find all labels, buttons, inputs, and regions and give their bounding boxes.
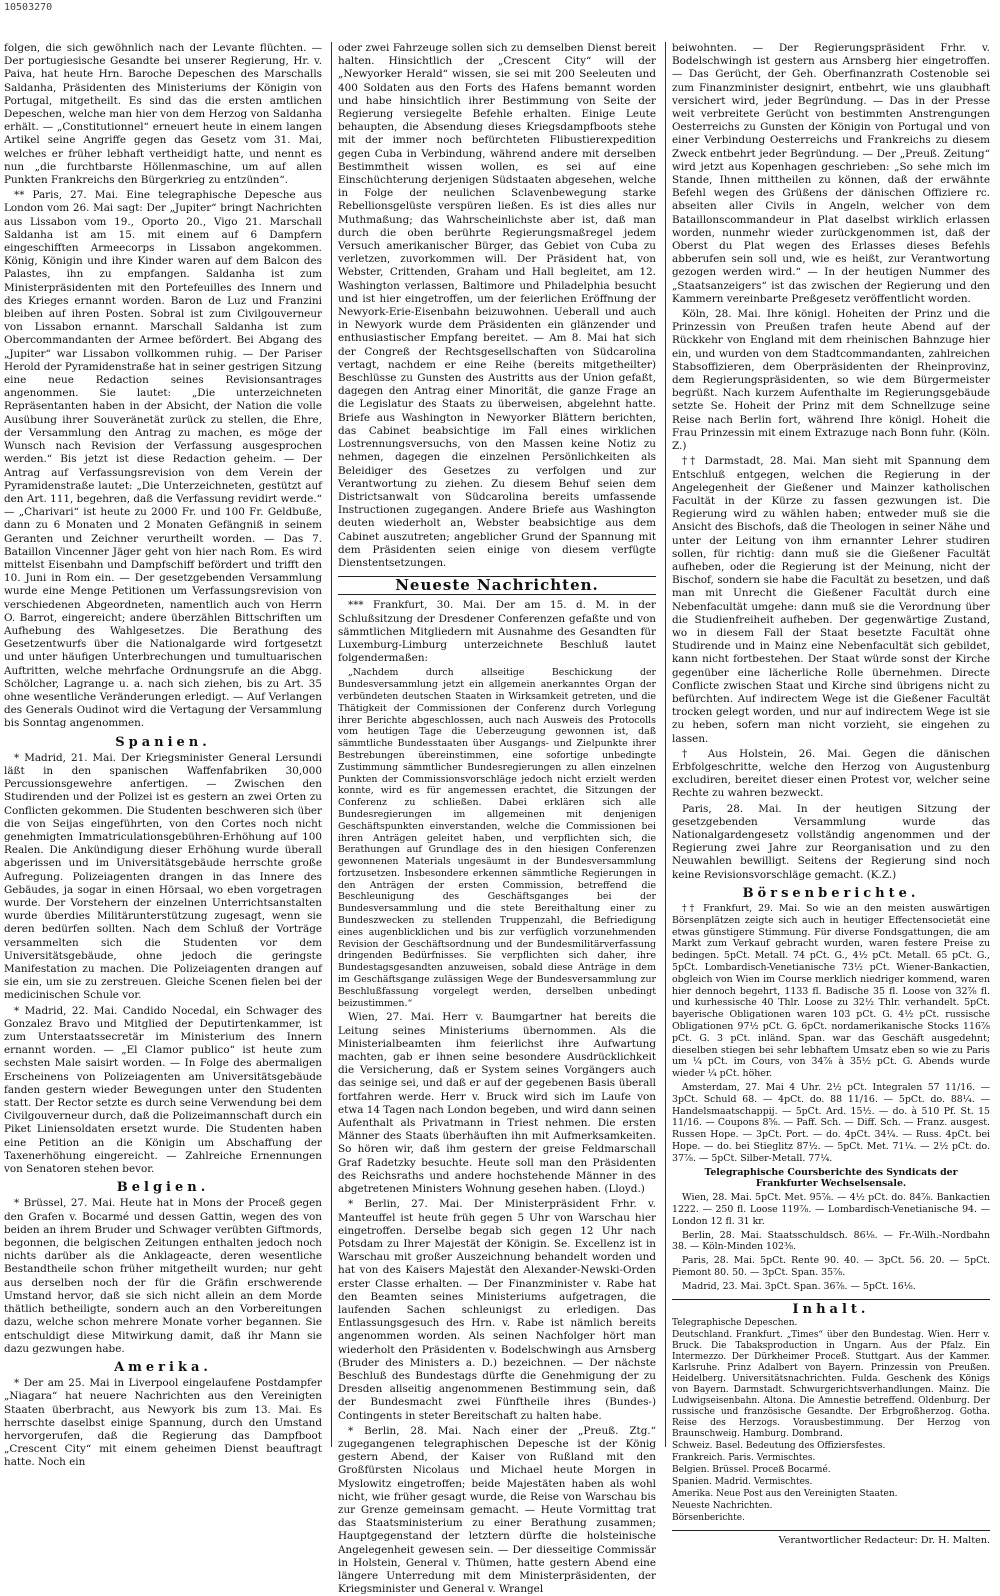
table-of-contents [672,1318,990,1524]
contents-entry: Amerika. Neue Post aus den Vereinigten Staaten. [672,1488,898,1499]
section-heading-belgium: Belgien. [116,1180,210,1196]
quoted-resolution: „Nachdem durch allseitige Beschickung der Bundesversammlung jetzt ein allgemein anerkanntes Organ der verbündeten deutschen Staaten in Wirksamkeit getreten, und die Thätigkeit der Commissionen der Conferenz durch Vorlegung ihrer Berichte abgeschlossen, auch nach Ausweis des Protocolls vom heutigen Tage die Ueberzeugung gewonnen ist, daß sämmtliche Bundesstaaten über Ausgangs- und Zielpunkte ihrer Bestrebungen übereinstimmen, eine sofortige unbedingte Zustimmung sämmtlicher Bundesregierungen zu allen einzelnen Punkten der Commissionsvorschläge jedoch nicht erzielt werden konnte, wird es für angemessen erachtet, die Sitzungen der Conferenz zu schließen. Dabei erklären sich alle Bundesregierungen im allgemeinen mit denjenigen Geschäftspunkten einverstanden, welche die Commissionen bei ihren Anträgen geleitet haben, und verpflichten sich, die Berathungen auf Grundlage des in den hiesigen Conferenzen gewonnenen Materials ungesäumt in der Bundesversammlung fortzusetzen. Insbesondere erkennen sämmtliche Regierungen in den Anträgen der ersten Commission, betreffend die Beschleunigung des Geschäftsganges bei der Bundesversammlung und die stete Bereithaltung einer zu Bundeszwecken zu stellenden Truppenzahl, die Befriedigung eines augenblicklichen und bis zur verfüglich vorzunehmenden Revision der Geschäftsordnung und der Bundesmilitärverfassung dringenden Bedürfnisses. Sie verpflichten sich daher, ihre Bundestagsgesandten anzuweisen, sobald diese Anträge in dem im Geschäftsgange zulässigen Wege der Bundesversammlung zur Beschlußfassung vorgelegt werden, derselben unbedingt beizustimmen.“ [338,667,656,1009]
article-paragraph: †† Darmstadt, 28. Mai. Man sieht mit Spannung dem Entschluß entgegen, welchen die Regierung in der Angelegenheit der Gießener und Mainzer katholischen Facultät in der Kürze zu fassen gezwungen ist. Die Regierung wird zu wählen haben; entweder muß sie die Ansicht des Bischofs, daß die Theologen in seiner Nähe und unter der Leitung von ihm ernannter Lehrer studiren sollen, für richtig: dann muß sie die Gießener Facultät aufheben, oder die Regierung ist der Meinung, nicht der Bischof, sondern sie habe die Facultät zu besetzen, und daß man mit Unrecht die Gießener Facultät durch eine Nebenfacultät umgehe: dann muß sie die Verordnung über die Studienfreiheit aufheben. Der gegenwärtige Zustand, wo in diesem Fall der Staat besetzte Facultät ohne Studirende und in Mainz eine Nebenfacultät sich gebildet, kann nicht fortbestehen. Der Staat würde sonst der Kirche gegenüber eine lächerliche Rolle übernehmen. Directe Conflicte zwischen Staat und Kirche sind übrigens nicht zu befürchten. Auf indirectem Wege ist die Gießener Facultät trocken gelegt worden, und nur auf indirectem Wege ist sie zu heben, sofern man nicht vorzieht, sie eingehen zu lassen. [672,455,990,745]
bourse-quote: Paris, 28. Mai. 5pCt. Rente 90. 40. — 3pCt. 56. 20. — 5pCt. Piemont 80. 50. — 3pCt. Span. 35⅞. [672,1255,990,1278]
article-paragraph: † Aus Holstein, 26. Mai. Gegen die dänischen Erbfolgeschritte, welche den Herzog von Augustenburg excludiren, bereitet dieser einen Protest vor, welcher seine Rechte zu wahren bezweckt. [672,747,990,800]
contents-heading: Inhalt. [672,1299,990,1316]
editor-credit: Verantwortlicher Redacteur: Dr. H. Malten. [672,1530,990,1547]
contents-entry: Neueste Nachrichten. [672,1500,773,1511]
bourse-report: Amsterdam, 27. Mai 4 Uhr. 2½ pCt. Integralen 57 11/16. — 3pCt. Schuld 68. — 4pCt. do. 88 11/16. — 5pCt. do. 88¼. — Handelsmaatschappij. — 5pCt. Ard. 15½. — do. à 510 Pf. St. 15 11/16. — Coupons 8⅝. — Paff. Sch. — Diff. Sch. — Franz. ausgest. Russen Hope. — 3pCt. Port. — do. 4pCt. 34¼. — Russ. 4pCt. bei Hope. — do. bei Stieglitz 87½. — 5pCt. Met. 71¼. — 2½ pCt. do. 37⅞. — 5pCt. Silber-Metall. 77¼. [672,1081,990,1164]
article-paragraph: * Berlin, 27. Mai. Der Ministerpräsident Frhr. v. Manteuffel ist heute früh gegen 5 Uhr von Warschau hier eingetroffen. Derselbe begab sich gegen 12 Uhr nach Potsdam zu Ihrer Majestät der Königin. Se. Excellenz ist in Warschau mit großer Auszeichnung behandelt worden und hat von des Kaisers Majestät den Alexander-Newski-Orden erster Classe erhalten. — Der Finanzminister v. Rabe hat den Beamten seines Ministeriums aufgetragen, die laufenden Sachen schleunigst zu erledigen. Das Entlassungsgesuch des Hrn. v. Rabe ist nämlich bereits angenommen worden. Als seinen Nachfolger hört man wiederholt den Präsidenten v. Bodelschwingh aus Arnsberg (Bruder des Ministers a. D.) bezeichnen. — Der nächste Beschluß des Bundestags dürfte die Genehmigung der zu Dresden allseitig angenommenen Bestimmung sein, daß der Bundesmacht zwei Fünftheile ihres (Bundes-) Contingents in steter Bereitschaft zu halten habe. [338,1198,656,1422]
contents-entry: Telegraphische Depeschen. [672,1317,798,1328]
section-heading-bourse: Börsenberichte. [742,885,920,901]
article-paragraph: * Brüssel, 27. Mai. Heute hat in Mons der Proceß gegen den Grafen v. Bocarmé und dessen Gattin, wegen des von beiden an ihrem Bruder und Schwager verübten Giftmords, begonnen, die belgischen Zeitungen enthalten jedoch noch nichts darüber als die Anklageacte, deren wesentliche Bestandtheile schon früher mitgetheilt wurden; nur geht aus derselben noch der für die Gräfin erschwerende Umstand hervor, daß sie sich nicht allein an dem Morde thätlich betheiligte, sondern auch an den Vorbereitungen dazu, welche schon mehrere Monate vorher begannen. Sie entschuldigt diese Mitwirkung damit, daß ihr Mann sie dazu gezwungen habe. [4,1197,322,1355]
contents-entry: Spanien. Madrid. Vermischtes. [672,1476,813,1487]
column-divider [665,42,666,1447]
article-paragraph: * Madrid, 22. Mai. Candido Nocedal, ein Schwager des Gonzalez Bravo und Mitglied der Deputirtenkammer, ist zum Unterstaatssecretär im Ministerium des Innern ernannt worden. — „El Clamor publico“ ist heute zum sechsten Male saisirt worden. — In Folge des abermaligen Erscheinens von Polizeiagenten am Universitätsgebäude fanden gestern wieder Bewegungen unter den Studenten statt. Der Rector setzte es durch seine Verwendung bei dem Civilgouverneur durch, daß die Polizeimannschaft durch ein Piket Liniensoldaten ersetzt wurde. Die Studenten haben eine Petition an die Königin um Abschaffung der Taxenerhöhung eingereicht. — Zahlreiche Ernennungen von Senatoren stehen bevor. [4,1004,322,1176]
section-heading-spain: Spanien. [115,734,211,750]
contents-entry: Frankreich. Paris. Vermischtes. [672,1452,816,1463]
article-paragraph: beiwohnten. — Der Regierungspräsident Frhr. v. Bodelschwingh ist gestern aus Arnsberg hier eingetroffen. — Das Gerücht, der Geh. Oberfinanzrath Costenoble sei zum Finanzminister designirt, entbehrt, wie uns glaubhaft versichert wird, jeder Begründung. — Das in der Presse weit verbreitete Gerücht von bestimmten Anstrengungen Oesterreichs zu Gunsten der Königin von Portugal und von einer Verbindung Oesterreichs und Frankreichs zu diesem Zweck entbehrt jeder Begründung. — Der „Preuß. Zeitung“ wird jetzt aus Kopenhagen geschrieben: „So sehe mich im Stande, Ihnen mittheilen zu können, daß der erwähnte Befehl wegen des Grüßens der dänischen Offiziere rc. abseiten aller Civils in Angeln, welcher von dem Bataillonscommandeur in Plat daselbst wirklich erlassen worden, nunmehr wieder zurückgenommen ist, daß der Oberst du Plat wegen des Erlasses dieses Befehls abberufen sein soll und, wie es heißt, zur Verantwortung gezogen werden wird.“ — In der heutigen Nummer des „Staatsanzeigers“ ist das zwischen der Regierung und den Kammern vereinbarte Preßgesetz veröffentlicht worden. [672,42,990,305]
contents-entry: Schweiz. Basel. Bedeutung des Offiziersfestes. [672,1440,886,1451]
telegraph-quotes-heading: Telegraphische Coursberichte des Syndicats der Frankfurter Wechselsensale. [704,1166,958,1190]
bourse-quote: Berlin, 28. Mai. Staatsschuldsch. 86⅛. — Fr.-Wilh.-Nordbahn 38. — Köln-Minden 102⅜. [672,1229,990,1253]
bourse-report: †† Frankfurt, 29. Mai. So wie an den meisten auswärtigen Börsenplätzen zeigte sich auch in heutiger Effectensocietät eine etwas günstigere Stimmung. Für diverse Fondsgattungen, die am Markt zum Verkauf gebracht wurden, waren festere Preise zu bedingen. 5pCt. Metall. 74 pCt. G., 4½ pCt. Metall. 65 pCt. G., 5pCt. Lombardisch-Venetianische 73½ pCt. Wiener-Bankactien, obgleich von Wien im Course merklich niedriger kommend, waren hier dennoch begehrt, 1133 fl. Badische 35 fl. Loose von 32⅞ fl. und kurhessische 40 Thlr. Loose zu 32½ Thlr. verhandelt. 5pCt. bayerische Obligationen waren 103 pCt. G. 4½ pCt. russische Obligationen 97½ pCt. G. 6pCt. nordamerikanische Stocks 116⅞ pCt. G. 3 pCt. inländ. Span. war das Geschäft ausgedehnt; dieselben stiegen bei sehr lebhaftem Umsatz eben so wie zu Paris um ¼ pCt. im Cours, von 34⅞ à 35½ pCt. G. Abends wurde wieder ¼ pCt. höher. [672,903,990,1080]
article-paragraph: * Madrid, 21. Mai. Der Kriegsminister General Lersundi läßt in den spanischen Waffenfabriken 30,000 Percussionsgewehre anfertigen. — Zwischen den Studirenden und der Polizei ist es gestern an zwei Orten zu Conflicten gekommen. Die Studenten beschweren sich über die von Seijas eingeführten, von den Cortes noch nicht genehmigten Immatriculationsgebühren-Erhöhung auf 100 Realen. Die Ankündigung dieser Erhöhung wurde überall abgerissen und im Universitätsgebäude herrschte große Aufregung. Polizeiagenten drangen in das Innere des Gebäudes, ja sogar in einen Hörsaal, wo eben vorgetragen wurde. Der Vorstehern der einzelnen Unterrichtsanstalten wurde überdies Militärunterstützung zugesagt, wenn sie deren bedürfen sollten. Nach dem Schluß der Vorträge versammelten sich die Studenten vor dem Universitätsgebäude, ohne jedoch die geringste Manifestation zu machen. Die Polizeiagenten drangen auf sie ein, um sie zu zerstreuen. Gleiche Scenen fielen bei der medicinischen Schule vor. [4,751,322,1002]
column-right [672,42,990,1546]
contents-entry: Deutschland. Frankfurt. „Times“ über den Bundestag. Wien. Herr v. Bruck. Die Tabaksproduction in Ungarn. Aus der Pfalz. Ein Intermezzo. Der Dürkheimer Proceß. Stuttgart. Aus der Kammer. Karlsruhe. Prinz Adalbert von Bayern. Prinzessin von Preußen. Heidelberg. Universitätsnachrichten. Fulda. Geschenk des Königs von Bayern. Darmstadt. Schwurgerichtsverhandlungen. Mainz. Die Ludwigseisenbahn. Altona. Die Amnestie betreffend. Oldenburg. Der russische und französische Gesandte. Der Erbgroßherzog. Gotha. Reise des Herzogs. Vorausbestimmung. Der Herzog von Braunschweig. Hamburg. Dombrand. [672,1329,990,1439]
column-left [4,42,322,1469]
article-paragraph: *** Frankfurt, 30. Mai. Der am 15. d. M. in der Schlußsitzung der Dresdener Conferenzen gefaßte und von sämmtlichen Mitgliedern mit Ausnahme des Gesandten für Luxemburg-Limburg unterzeichnete Beschluß lautet folgendermaßen: [338,599,656,665]
contents-entry: Börsenberichte. [672,1512,745,1523]
column-divider [331,42,332,1447]
bourse-quote: Wien, 28. Mai. 5pCt. Met. 95⅞. — 4½ pCt. do. 84⅞. Bankactien 1222. — 250 fl. Loose 119⅞. — Lombardisch-Venetianische 94. — London 12 fl. 31 kr. [672,1192,990,1227]
article-paragraph: Köln, 28. Mai. Ihre königl. Hoheiten der Prinz und die Prinzessin von Preußen trafen heute Abend auf der Rückkehr von England mit dem rheinischen Bahnzuge hier ein, und wurden von dem Stadtcommandanten, zahlreichen Stabsoffizieren, dem Oberpräsidenten der Rheinprovinz, dem Regierungspräsidenten, so wie dem Bürgermeister begrüßt. Nach kurzem Aufenthalte im Regierungsgebäude setzte Se. Hoheit der Prinz mit dem Schnellzuge seine Reise nach Berlin fort, während Ihre königl. Hoheit die Frau Prinzessin mit einem Extrazuge nach Bonn fuhr. (Köln. Z.) [672,308,990,453]
article-paragraph: oder zwei Fahrzeuge sollen sich zu demselben Dienst bereit halten. Hinsichtlich der „Crescent City“ will der „Newyorker Herald“ wissen, sie sei mit 200 Seeleuten und 400 Soldaten aus den Forts des Hafens bemannt worden und habe hinsichtlich ihrer Bestimmung von Seite der Regierung versiegelte Befehle erhalten. Einige Leute behaupten, die Absendung dieses Kriegsdampfboots stehe mit der immer noch befürchteten Flibustierexpedition gegen Cuba in Verbindung, während andere mit derselben Bestimmtheit wissen wollen, es sei auf eine Einschüchterung derjenigen Südstaaten abgesehen, welche in Folge der neulichen Sclavenbewegung starke Rebellionsgelüste verspüren ließen. Es ist dies alles nur Muthmaßung; das Wahrscheinlichste aber ist, daß man durch die oben berührte Regierungsmaßregel jedem Versuch amerikanischer Bürger, das Gebiet von Cuba zu verletzen, zuvorkommen will. Der Präsident hat, von Webster, Crittenden, Graham und Hall begleitet, am 12. Washington verlassen, Baltimore und Philadelphia besucht und ist hier eingetroffen, um der feierlichen Eröffnung der Newyork-Erie-Eisenbahn beizuwohnen. Ueberall und auch in Newyork wurde dem Präsidenten ein glänzender und enthusiastischer Empfang bereitet. — Am 8. Mai hat sich der Congreß der Rechtsgesellschaften von Südcarolina vertagt, nachdem er eine Reihe (bereits mitgetheilter) Beschlüsse zu Gunsten des Austritts aus der Union gefaßt, dagegen den Antrag einer Minorität, die ganze Frage an die Legislatur des Staats zu überweisen, abgelehnt hatte. Briefe aus Washington in Newyorker Blättern berichten, das Cabinet beabsichtige im Fall eines wirklichen Lostrennungsversuchs, von den Massen keine Notiz zu nehmen, dagegen die einzelnen Persönlichkeiten als Beleidiger des Gesetzes zu verfolgen und zur Verantwortung zu ziehen. Zu diesem Behuf seien dem Districtsanwalt von Südcarolina bereits umfassende Instructionen zugegangen. Andere Briefe aus Washington deuten wiederholt an, Webster beabsichtige aus dem Cabinet auszutreten; angeblicher Grund der Spannung mit dem Präsidenten seien einige von diesem verfügte Dienstentsetzungen. [338,42,656,569]
contents-entry: Belgien. Brüssel. Proceß Bocarmé. [672,1464,831,1475]
article-paragraph: ** Paris, 27. Mai. Eine telegraphische Depesche aus London vom 26. Mai sagt: Der „Jupiter“ bringt Nachrichten aus Lissabon vom 19., Oporto 20., Vigo 21. Marschall Saldanha ist am 15. mit einem auf 6 Dampfern eingeschifften Armeecorps in Lissabon angekommen. König, Königin und ihre Kinder waren auf dem Balcon des Palastes, ihn zu empfangen. Saldanha ist zum Ministerpräsidenten mit den Portefeuilles des Innern und des Krieges ernannt worden. Baron de Luz und Franzini bleiben auf ihren Posten. Sobral ist zum Civilgouverneur von Lissabon ernannt. Marschall Saldanha ist zum Obercommandanten der Armee befördert. Bei Abgang des „Jupiter“ war Lissabon vollkommen ruhig. — Der Pariser Herold der Pyramidenstraße hat in seiner gestrigen Sitzung eine neue Redaction seines Revisionsantrages angenommen. Sie lautet: „Die unterzeichneten Repräsentanten haben in der Absicht, der Nation die volle Ausübung ihrer Souveränetät zurück zu stellen, die Ehre, der Versammlung den Antrag zu machen, es möge der Wunsch nach Revision der Verfassung ausgesprochen werden.“ Bis jetzt ist diese Redaction geheim. — Der Antrag auf Verfassungsrevision von dem Verein der Pyramidenstraße lautet: „Die Unterzeichneten, gestützt auf den Art. 111, begehren, daß die Verfassung revidirt werde.“ — „Charivari“ ist heute zu 2000 Fr. und 100 Fr. Geldbuße, dann zu 6 Monaten und 2 Monaten Gefängniß in seinem Geranten und Zeichner verurtheilt worden. — Das 7. Bataillon Vincenner Jäger geht von hier nach Rom. Es wird mittelst Eisenbahn und Dampfschiff befördert und trifft den 10. Juni in Rom ein. — Der gesetzgebenden Versammlung wurde eine Menge Petitionen um Verfassungsrevision von verschiedenen Abgeordneten, namentlich auch von Herrn O. Barrot, eingereicht; andere überzählen Bittschriften um Aufhebung des Wahlgesetzes. Die Berathung des Gesetzentwurfs über die Nationalgarde wird fortgesetzt und unter häufigen Unterbrechungen und tumultuarischen Auftritten, welche mehrfache Ordnungsrufe an die Abgg. Schölcher, Lagrange u. a. nach sich ziehen, bis zu Art. 35 ohne wesentliche Veränderungen erledigt. — Auf Verlangen des Generals Oudinot wird die Vertagung der Versammlung bis Sonntag angenommen. [4,189,322,730]
article-paragraph: folgen, die sich gewöhnlich nach der Levante flüchten. — Der portugiesische Gesandte bei unserer Regierung, Hr. v. Paiva, hat heute Hrn. Baroche Depeschen des Marschalls Saldanha, Präsidenten des Ministeriums der Königin von Portugal, mitgetheilt. Es sind das die ersten amtlichen Depeschen, welche man hier von dem Herzog von Saldanha erhält. — „Constitutionnel“ erneuert heute in einem langen Artikel seine Angriffe gegen das Gesetz vom 31. Mai, welches er früher lebhaft vertheidigt hatte, und nennt es nun „die furchtbarste Höllenmaschine, um auf allen Punkten Frankreichs den Bürgerkrieg zu entzünden“. [4,42,322,187]
section-heading-america: Amerika. [114,1359,212,1375]
article-paragraph: Wien, 27. Mai. Herr v. Baumgartner hat bereits die Leitung seines Ministeriums übernommen. Als die Ministerialbeamten ihm feierlichst ihre Aufwartung machten, gab er ihnen seine besondere Ausdrücklichkeit die Versicherung, daß er System seines Vorgängers auch das seinige sei, und daß er auf der gegebenen Basis überall fortfahren werde. Herr v. Bruck wird sich im Laufe von etwa 14 Tagen nach London begeben, und wird dann seinen Aufenthalt als Privatmann in Triest nehmen. Die ersten Männer des Staats überhäuften ihn mit Aufmerksamkeiten. So hören wir, daß ihm gestern der greise Feldmarschall Graf Radetzky besuchte. Heute soll man den Präsidenten des Reichsraths und andere hochstehende Männer in des abgetretenen Ministers Wohnung gesehen haben. (Lloyd.) [338,1011,656,1196]
article-paragraph: * Der am 25. Mai in Liverpool eingelaufene Postdampfer „Niagara“ hat neuere Nachrichten aus den Vereinigten Staaten überbracht, aus Newyork bis zum 13. Mai. Es herrschte daselbst einige Spannung, durch den Umstand hervorgerufen, daß die Regierung das Dampfboot „Crescent City“ mit einem geheimen Dienst beauftragt hatte. Noch ein [4,1377,322,1469]
column-middle [338,42,656,1596]
bourse-quote: Madrid, 23. Mai. 3pCt. Span. 36⅞. — 5pCt. 16⅛. [682,1280,916,1292]
section-heading-latest-news: Neueste Nachrichten. [338,576,656,595]
article-paragraph: Paris, 28. Mai. In der heutigen Sitzung der gesetzgebenden Versammlung wurde das Nationalgardengesetz vollständig angenommen und der Regierung zwei Jahre zur Reorganisation und zu den Neuwahlen bewilligt. Seitens der Regierung sind noch keine Revisionsvorschläge gemacht. (K.Z.) [672,802,990,881]
article-paragraph: * Berlin, 28. Mai. Nach einer der „Preuß. Ztg.“ zugegangenen telegraphischen Depesche ist der König gestern Abend, der Kaiser von Rußland mit den Großfürsten Nicolaus und Michael heute Morgen in Myslowitz eingetroffen; beide Majestäten haben als wohl nicht, wie früher gesagt wurde, die Reise von Warschau bis zur Grenze gemeinsam gemacht. — Heute Vormittag trat das Staatsministerium zu einer Berathung zusammen; Hauptgegenstand der letztern dürfte die holsteinische Angelegenheit gewesen sein. — Der diesseitige Commissär in Holstein, General v. Thümen, hatte gestern Abend eine längere Unterredung mit dem Ministerpräsidenten, der Kriegsminister und General v. Wrangel [338,1424,656,1596]
page-id: 10503270 [4,2,53,13]
